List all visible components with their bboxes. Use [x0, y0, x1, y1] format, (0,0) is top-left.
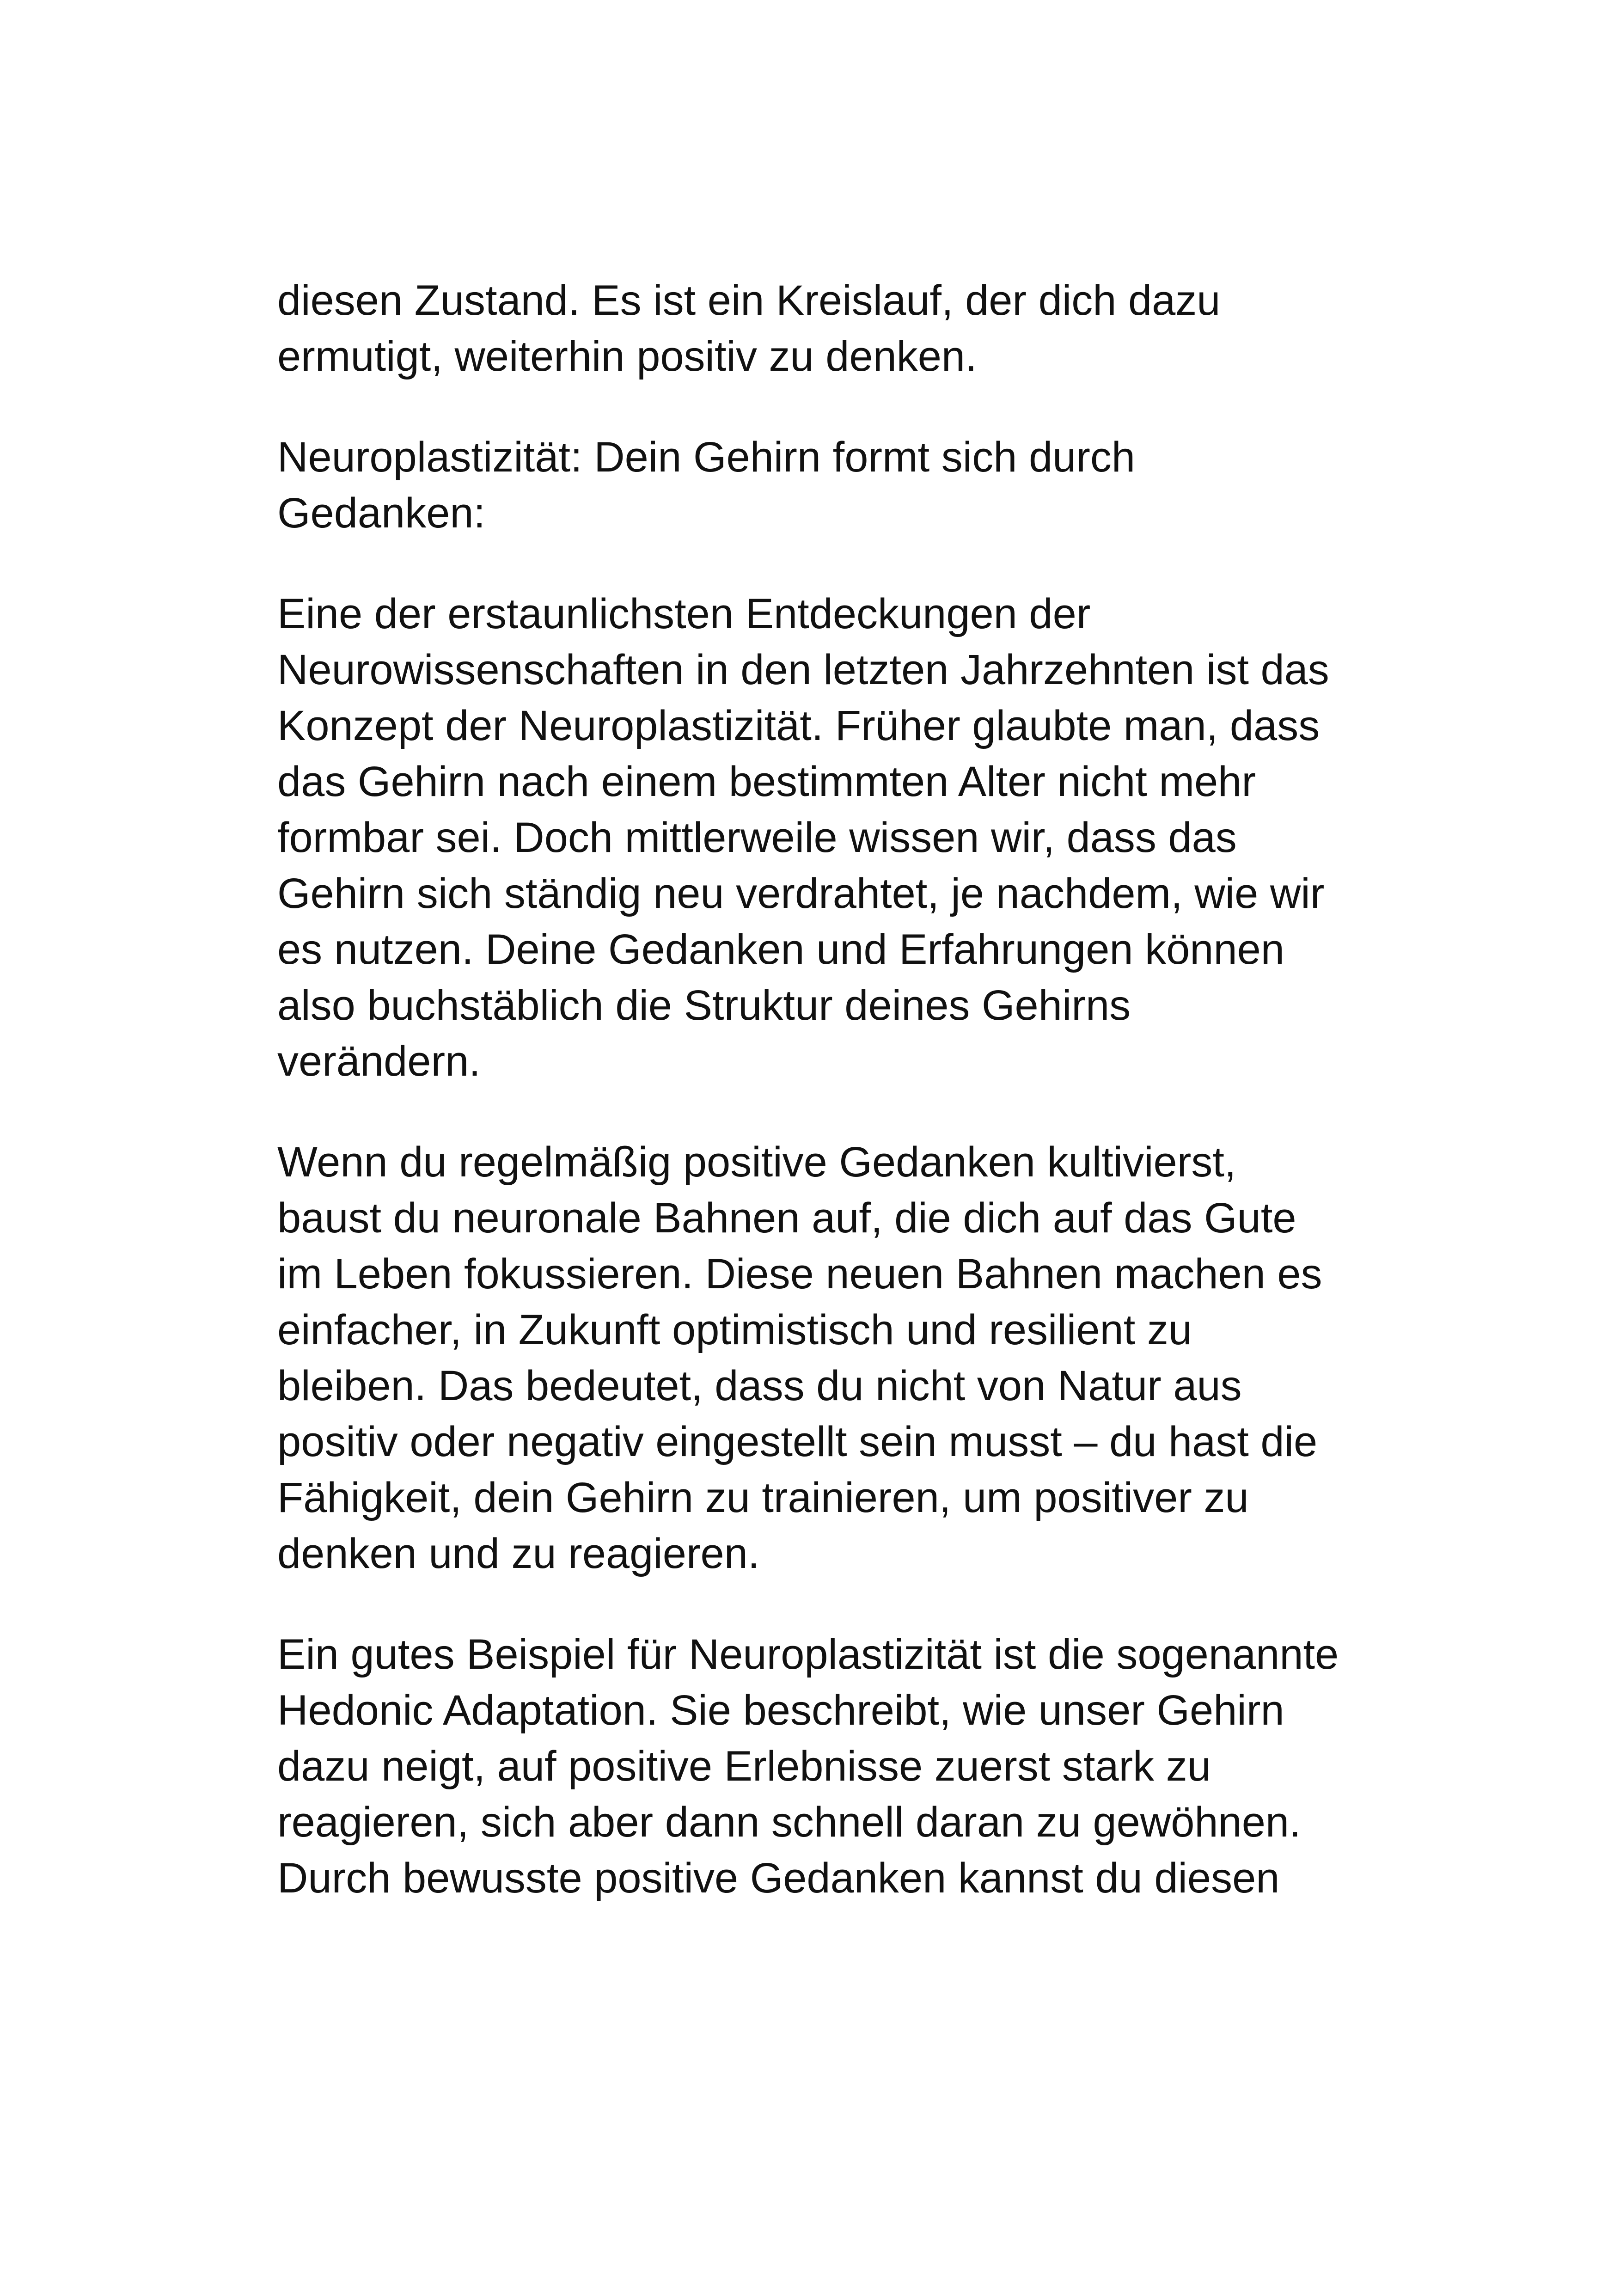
text-line: es nutzen. Deine Gedanken und Erfahrungen können — [277, 926, 1284, 973]
text-line: baust du neuronale Bahnen auf, die dich auf das Gute — [277, 1194, 1296, 1242]
paragraph-neuroplasticity-intro — [277, 586, 1396, 1090]
text-line: bleiben. Das bedeutet, dass du nicht von Natur aus — [277, 1362, 1242, 1409]
text-line: also buchstäblich die Struktur deines Gehirns — [277, 982, 1131, 1029]
text-line: verändern. — [277, 1038, 481, 1085]
text-line: positiv oder negativ eingestellt sein musst – du hast die — [277, 1418, 1318, 1465]
text-line: Hedonic Adaptation. Sie beschreibt, wie unser Gehirn — [277, 1687, 1284, 1734]
section-heading-neuroplasticity — [277, 429, 1396, 541]
text-line: Konzept der Neuroplastizität. Früher glaubte man, dass — [277, 702, 1320, 749]
text-line: ermutigt, weiterhin positiv zu denken. — [277, 333, 977, 380]
text-line: formbar sei. Doch mittlerweile wissen wir, dass das — [277, 814, 1237, 861]
text-line: das Gehirn nach einem bestimmten Alter nicht mehr — [277, 758, 1256, 805]
text-line: Neurowissenschaften in den letzten Jahrzehnten ist das — [277, 646, 1329, 693]
heading-line: Neuroplastizität: Dein Gehirn formt sich durch — [277, 434, 1136, 481]
text-line: denken und zu reagieren. — [277, 1530, 760, 1577]
text-line: einfacher, in Zukunft optimistisch und resilient zu — [277, 1306, 1192, 1353]
text-line: reagieren, sich aber dann schnell daran zu gewöhnen. — [277, 1799, 1301, 1846]
text-line: Gehirn sich ständig neu verdrahtet, je nachdem, wie wir — [277, 870, 1325, 917]
text-line: Fähigkeit, dein Gehirn zu trainieren, um positiver zu — [277, 1474, 1249, 1521]
text-line: Ein gutes Beispiel für Neuroplastizität ist die sogenannte — [277, 1631, 1339, 1678]
document-body — [277, 273, 1396, 1951]
paragraph-positive-thoughts — [277, 1134, 1396, 1582]
text-line: Eine der erstaunlichsten Entdeckungen der — [277, 590, 1091, 637]
text-line: Wenn du regelmäßig positive Gedanken kultivierst, — [277, 1139, 1236, 1186]
text-line: im Leben fokussieren. Diese neuen Bahnen machen es — [277, 1250, 1322, 1298]
text-line: diesen Zustand. Es ist ein Kreislauf, der dich dazu — [277, 277, 1221, 324]
heading-line: Gedanken: — [277, 490, 486, 537]
text-line: Durch bewusste positive Gedanken kannst du diesen — [277, 1855, 1280, 1902]
paragraph-hedonic-adaptation — [277, 1627, 1396, 1906]
text-line: dazu neigt, auf positive Erlebnisse zuerst stark zu — [277, 1743, 1211, 1790]
paragraph-cycle-continuation — [277, 273, 1396, 385]
